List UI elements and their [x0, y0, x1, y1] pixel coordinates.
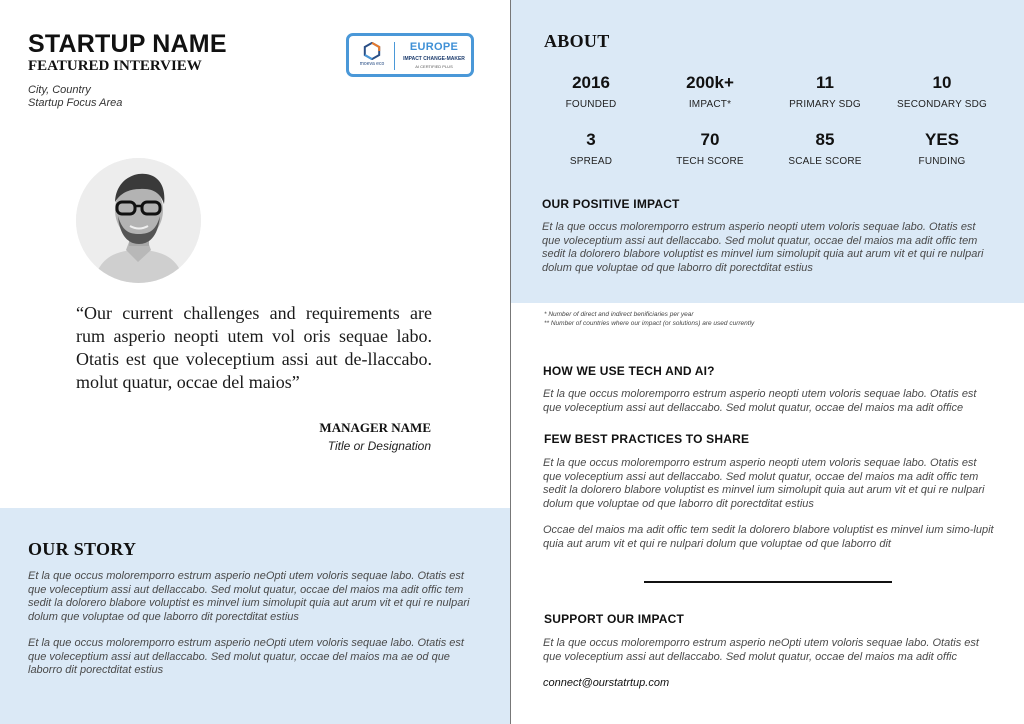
stat-label: TECH SCORE	[676, 156, 744, 167]
tech-ai-text: Et la que occus moloremporro estrum asperio neopti utem voloris sequae labo. Otatis est que voleceptium assi aut dellaccabo. Sed molut quatur, occae del maios ma adit office	[543, 388, 977, 414]
contact-email-link[interactable]: connect@ourstatrtup.com	[543, 677, 670, 689]
footnote-impact: * Number of direct and indirect benificiaries per year	[544, 311, 694, 318]
best-practices-paragraph-2: Occae del maios ma adit offic tem sedit la dolorero blabore voluptist es minvel ium simo-lupit quia aut arum vit et qui re nulpari dolum que voluptae od que laborro dit	[543, 524, 994, 550]
best-practices-paragraph-1: Et la que occus moloremporro estrum asperio neopti utem voloris sequae labo. Otatis est que voleceptium assi aut dellaccabo. Sed molut quatur, occae del maios ma adit offic tem sedit la dolorero blabore voluptist es minvel ium simolupit quia aut arum vit et qui re nulpari dolum que voluptae od que laborro dit porectditat estius	[543, 457, 985, 510]
our-story-title: OUR STORY	[28, 539, 137, 559]
manager-designation: Title or Designation	[327, 439, 431, 453]
startup-name: STARTUP NAME	[28, 30, 227, 58]
our-story-paragraph-2: Et la que occus moloremporro estrum asperio neOpti utem voloris sequae labo. Otatis est que voleceptium assi aut dellaccabo. Sed molut quatur, occae del maios ma ae od que laborro dit porectditat estius	[28, 637, 464, 676]
positive-impact-title: OUR POSITIVE IMPACT	[542, 197, 680, 211]
stat-label: FOUNDED	[565, 99, 617, 110]
footnote-spread: ** Number of countries where our impact (or solutions) are used currently	[544, 320, 755, 327]
stat-value: 11	[816, 73, 834, 92]
certification-badge	[346, 33, 474, 77]
stat-value: 85	[815, 130, 835, 149]
stat-label: IMPACT*	[688, 99, 732, 110]
stat-label: SECONDARY SDG	[896, 99, 988, 110]
stat-spread	[536, 130, 646, 167]
stat-founded	[536, 73, 646, 110]
best-practices-title: FEW BEST PRACTICES TO SHARE	[544, 432, 750, 446]
stat-value: 10	[932, 73, 952, 92]
interview-quote: “Our current challenges and requirements are rum asperio neopti utem vol oris sequae labo. Otatis est que voleceptium assi aut de-llaccabo. molut quatur, occae del maios”	[76, 303, 432, 392]
moeva-logo-icon	[363, 42, 381, 60]
stat-value: YES	[924, 130, 960, 149]
positive-impact-text: Et la que occus moloremporro estrum asperio neopti utem voloris sequae labo. Otatis est que voleceptium assi aut dellaccabo. Sed molut quatur, occae del maios ma adit offic tem sedit la dolorero blabore voluptist es minvel ium simolupit quia aut arum vit et qui re nulpari dolum que voluptae od que laborro dit porectditat estius	[542, 221, 984, 274]
badge-subtitle: AI CERTIFIED PLUS	[415, 64, 453, 69]
badge-separator	[394, 42, 395, 70]
stat-value: 3	[586, 130, 596, 149]
stat-funding	[887, 130, 997, 167]
stat-impact	[655, 73, 765, 110]
person-portrait-icon	[76, 158, 201, 283]
badge-logo-text: moeva eco	[359, 61, 385, 67]
manager-name: MANAGER NAME	[319, 420, 431, 435]
stat-tech-score	[655, 130, 765, 167]
our-story-paragraph-1: Et la que occus moloremporro estrum asperio neOpti utem voloris sequae labo. Otatis est que voleceptium assi aut dellaccabo. Sed molut quatur, occae del maios ma adit offic tem sedit la dolorero blabore voluptist es minvel ium simolupit quia aut arum vit et qui re nulpari dolum que voluptae od que laborro dit porectditat estius	[28, 570, 470, 623]
badge-title: IMPACT CHANGE-MAKER	[403, 56, 465, 62]
stat-value: 200k+	[686, 73, 734, 92]
stat-label: SCALE SCORE	[788, 156, 862, 167]
stat-secondary-sdg	[887, 73, 997, 110]
featured-interview-label: FEATURED INTERVIEW	[28, 58, 202, 74]
stat-label: SPREAD	[569, 156, 613, 167]
city-country: City, Country	[28, 84, 91, 96]
stat-value: 70	[700, 130, 720, 149]
support-impact-title: SUPPORT OUR IMPACT	[544, 612, 685, 626]
tech-ai-title: HOW WE USE TECH AND AI?	[543, 364, 715, 378]
stat-label: FUNDING	[918, 156, 966, 167]
badge-region: EUROPE	[409, 41, 459, 53]
about-title: ABOUT	[544, 31, 610, 51]
section-rule	[644, 581, 892, 583]
stat-scale-score	[770, 130, 880, 167]
manager-avatar	[76, 158, 201, 283]
stat-primary-sdg	[770, 73, 880, 110]
startup-focus-area: Startup Focus Area	[28, 97, 123, 109]
stat-value: 2016	[572, 73, 610, 92]
support-impact-text: Et la que occus moloremporro estrum asperio neOpti utem voloris sequae labo. Otatis est que voleceptium assi aut dellaccabo. Sed molut quatur, occae del maios ma adit offic	[543, 637, 979, 663]
stat-label: PRIMARY SDG	[789, 99, 861, 110]
